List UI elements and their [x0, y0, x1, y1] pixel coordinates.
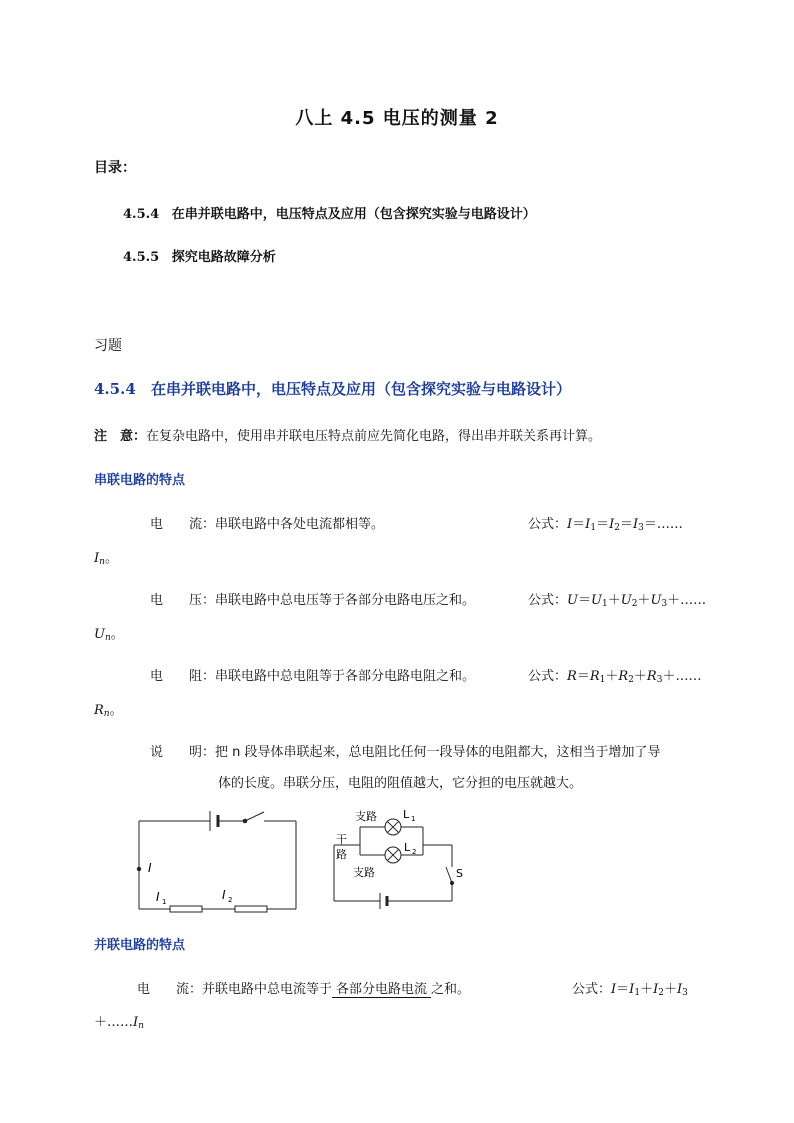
- resistor-1: [170, 906, 202, 912]
- parallel-current: [137, 978, 470, 997]
- series-current-formula-label: 公式：: [528, 517, 568, 532]
- label-switch: S: [456, 867, 463, 880]
- parallel-heading: 并联电路的特点: [94, 938, 186, 953]
- series-explain: [150, 741, 661, 760]
- parallel-current-text-before: 并联电路中总电流等于: [202, 982, 333, 997]
- label-lamp1-sub: 1: [411, 815, 416, 823]
- series-heading: 串联电路的特点: [94, 473, 186, 488]
- parallel-current-text-after: 之和。: [431, 982, 471, 997]
- junction-dot: [137, 867, 141, 871]
- series-voltage-label: 电 压：: [150, 593, 216, 608]
- label-lamp1: L: [403, 808, 410, 821]
- series-voltage-formula-tail: $U_n$。: [94, 627, 124, 643]
- label-branch-top: 支路: [355, 810, 377, 823]
- series-current-formula-expr: $I=I_1=I_2=I_3=\dots\dots$: [567, 517, 683, 533]
- toc-item-2[interactable]: [123, 246, 276, 265]
- label-I1: I: [156, 890, 160, 904]
- label-I1-sub: 1: [162, 898, 167, 906]
- series-current: [150, 513, 384, 532]
- toc-item-1-text: 在串并联电路中，电压特点及应用（包含探究实验与电路设计）: [171, 207, 536, 222]
- section-num: 4.5.4: [94, 380, 136, 398]
- label-lamp2: L: [404, 841, 411, 854]
- label-trunk-1: 干: [336, 833, 347, 846]
- page-title: 八上 4.5 电压的测量 2: [295, 108, 499, 129]
- exercises-heading: 习题: [94, 338, 122, 354]
- note-text: 在复杂电路中，使用串并联电压特点前应先简化电路，得出串并联关系再计算。: [146, 429, 602, 444]
- toc-item-1[interactable]: [123, 203, 536, 222]
- parallel-current-blank: 各部分电路电流: [332, 982, 431, 998]
- series-voltage-formula: [528, 589, 706, 609]
- series-resistance: [150, 665, 475, 684]
- parallel-current-formula-tail: $+\dots\dots I_n$: [94, 1015, 144, 1031]
- label-lamp2-sub: 2: [412, 848, 417, 856]
- series-voltage-formula-label: 公式：: [528, 593, 568, 608]
- series-current-text: 串联电路中各处电流都相等。: [215, 517, 385, 532]
- note-label: 注 意：: [94, 429, 147, 444]
- parallel-circuit-diagram: [325, 805, 475, 910]
- resistor-2: [235, 906, 267, 912]
- label-trunk-2: 路: [336, 848, 347, 861]
- switch2-lever-icon: [446, 867, 452, 883]
- parallel-current-formula-expr: $I=I_1+I_2+I_3$: [611, 982, 688, 998]
- series-current-formula: [528, 513, 683, 533]
- parallel-current-label: 电 流：: [137, 982, 203, 997]
- series-voltage-formula-expr: $U=U_1+U_2+U_3+\dots\dots$: [567, 593, 707, 609]
- label-I: I: [148, 861, 152, 875]
- switch-pivot: [243, 819, 247, 823]
- series-current-formula-tail: $I_n$。: [94, 551, 118, 567]
- toc-item-2-text: 探究电路故障分析: [171, 250, 276, 265]
- series-resistance-formula-expr: $R=R_1+R_2+R_3+\dots\dots$: [567, 669, 702, 685]
- parallel-current-formula-label: 公式：: [572, 982, 612, 997]
- toc-item-2-num: 4.5.5: [123, 250, 160, 265]
- section-heading: [94, 378, 571, 399]
- series-voltage-text: 串联电路中总电压等于各部分电路电压之和。: [215, 593, 476, 608]
- toc-item-1-num: 4.5.4: [123, 207, 160, 222]
- label-branch-bottom: 支路: [353, 866, 375, 879]
- series-voltage: [150, 589, 475, 608]
- series-circuit-diagram: [130, 805, 305, 915]
- label-I2: I: [222, 888, 226, 902]
- series-current-label: 电 流：: [150, 517, 216, 532]
- toc-heading: 目录：: [94, 160, 136, 176]
- note: [94, 425, 601, 444]
- series-explain-line2: 体的长度。串联分压，电阻的阻值越大，它分担的电压就越大。: [218, 776, 583, 791]
- parallel-current-formula: [572, 978, 688, 998]
- series-resistance-text: 串联电路中总电阻等于各部分电路电阻之和。: [215, 669, 476, 684]
- series-resistance-formula-label: 公式：: [528, 669, 568, 684]
- series-explain-line1: 把 n 段导体串联起来，总电阻比任何一段导体的电阻都大，这相当于增加了导: [215, 745, 661, 760]
- series-resistance-formula-tail: $R_n$。: [94, 703, 123, 719]
- section-title: 在串并联电路中，电压特点及应用（包含探究实验与电路设计）: [151, 380, 572, 398]
- series-resistance-label: 电 阻：: [150, 669, 216, 684]
- series-explain-label: 说 明：: [150, 745, 216, 760]
- label-I2-sub: 2: [228, 896, 233, 904]
- switch-lever-icon: [245, 812, 264, 821]
- series-resistance-formula: [528, 665, 701, 685]
